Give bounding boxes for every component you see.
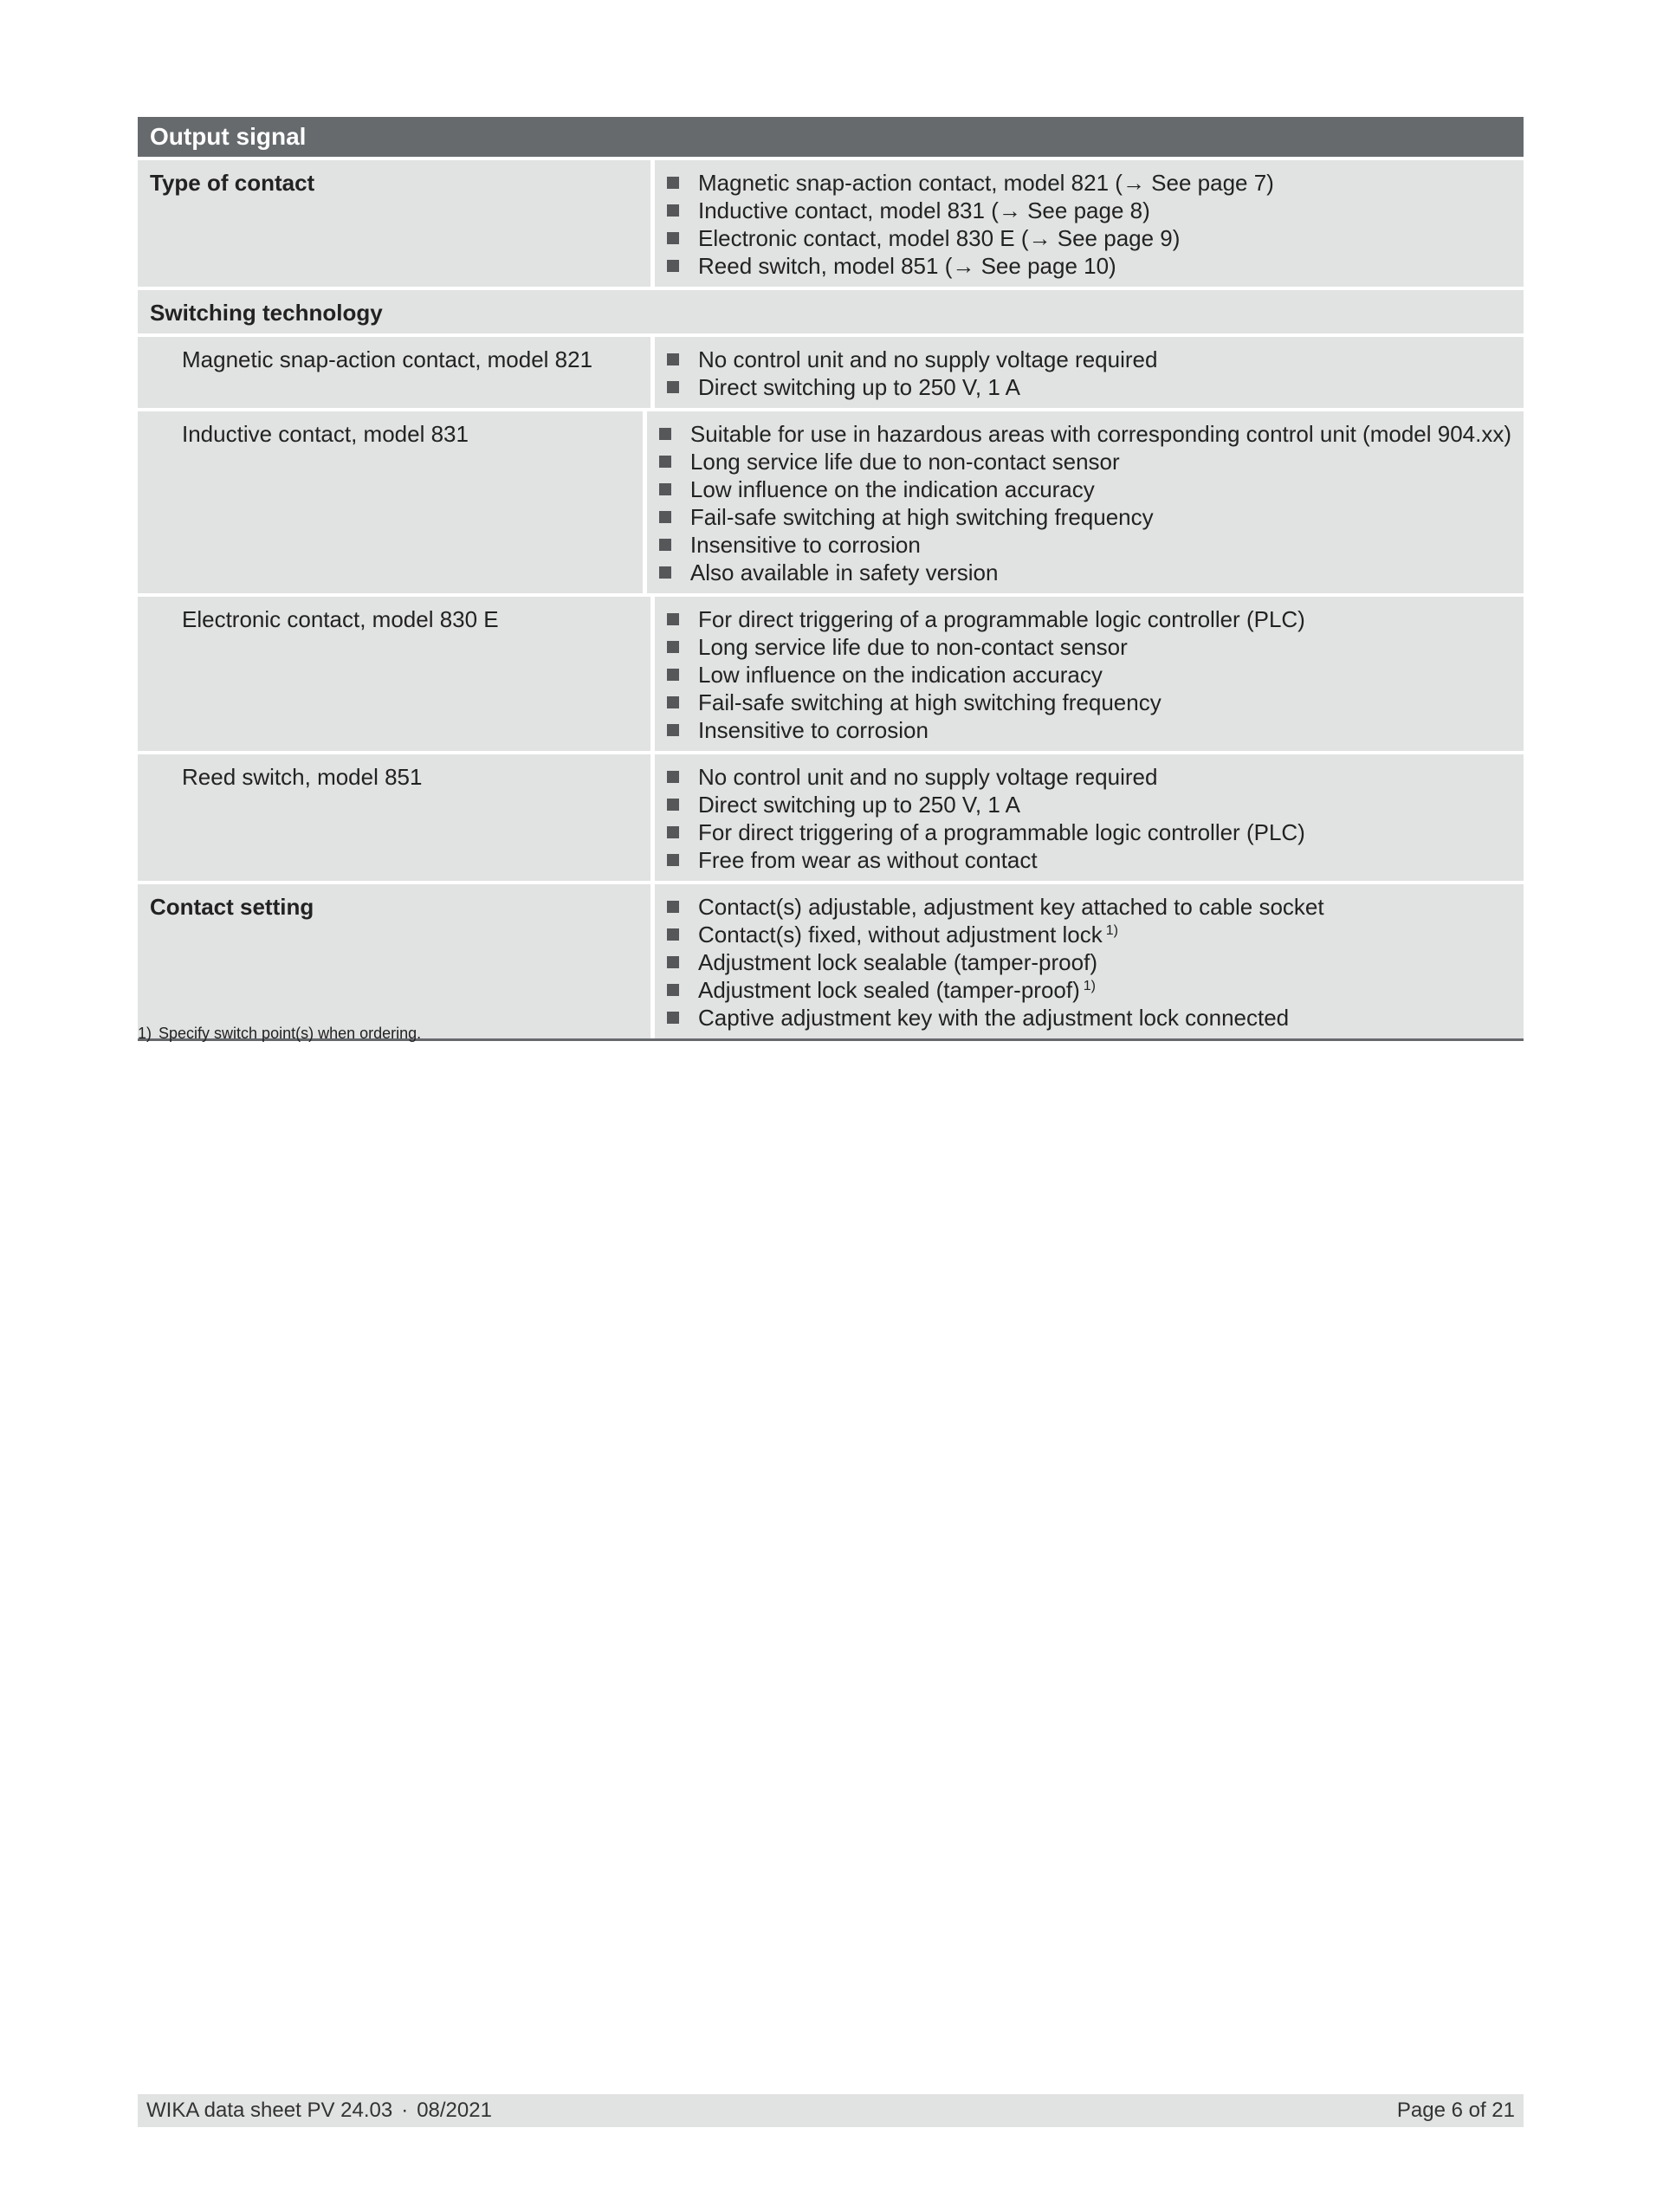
row-label-contact-setting: Contact setting (138, 884, 650, 1038)
square-bullet-icon (667, 353, 679, 365)
row-label-type-of-contact: Type of contact (138, 160, 650, 287)
bullet-list (659, 420, 1511, 586)
square-bullet-icon (667, 928, 679, 941)
square-bullet-icon (667, 901, 679, 913)
row-value (655, 160, 1524, 287)
list-item: Direct switching up to 250 V, 1 A (667, 791, 1511, 818)
table-row (138, 754, 1524, 881)
list-item: Also available in safety version (659, 559, 1511, 586)
list-item: Long service life due to non-contact sensor (667, 633, 1511, 661)
list-item: Captive adjustment key with the adjustment lock connected (667, 1004, 1511, 1032)
table-row (138, 411, 1524, 593)
bullet-list (667, 346, 1511, 401)
square-bullet-icon (667, 724, 679, 736)
square-bullet-icon (667, 177, 679, 189)
list-item: Low influence on the indication accuracy (659, 475, 1511, 503)
square-bullet-icon (667, 799, 679, 811)
square-bullet-icon (659, 511, 671, 523)
footnote-number: 1) (138, 1025, 152, 1042)
square-bullet-icon (667, 381, 679, 393)
list-item: For direct triggering of a programmable logic controller (PLC) (667, 818, 1511, 846)
square-bullet-icon (667, 696, 679, 708)
square-bullet-icon (667, 204, 679, 217)
list-item: Insensitive to corrosion (659, 531, 1511, 559)
bullet-list (667, 893, 1511, 1032)
section-heading-switching-technology: Switching technology (138, 290, 1524, 333)
footer-date: 08/2021 (417, 2099, 492, 2122)
square-bullet-icon (667, 956, 679, 968)
output-signal-table (138, 117, 1524, 1041)
row-label-magnetic-snap-action: Magnetic snap-action contact, model 821 (138, 337, 650, 408)
footnote (138, 1025, 421, 1043)
list-item: Direct switching up to 250 V, 1 A (667, 373, 1511, 401)
table-row (138, 337, 1524, 408)
square-bullet-icon (659, 456, 671, 468)
table-row (138, 884, 1524, 1038)
square-bullet-icon (667, 232, 679, 244)
square-bullet-icon (667, 984, 679, 996)
square-bullet-icon (667, 826, 679, 838)
footer-doc-title: WIKA data sheet PV 24.03 (146, 2099, 393, 2122)
bullet-list (667, 605, 1511, 744)
page-footer (138, 2094, 1524, 2127)
row-label-reed-switch: Reed switch, model 851 (138, 754, 650, 881)
list-item: Free from wear as without contact (667, 846, 1511, 874)
row-label-inductive-contact: Inductive contact, model 831 (138, 411, 643, 593)
square-bullet-icon (659, 428, 671, 440)
footnote-text: Specify switch point(s) when ordering. (159, 1025, 422, 1042)
square-bullet-icon (667, 1012, 679, 1024)
footer-doc-info (146, 2099, 492, 2123)
table-header: Output signal (138, 117, 1524, 157)
row-label-electronic-contact: Electronic contact, model 830 E (138, 597, 650, 751)
table-row (138, 597, 1524, 751)
list-item: For direct triggering of a programmable logic controller (PLC) (667, 605, 1511, 633)
list-item: Inductive contact, model 831 (→ See page 8) (667, 197, 1511, 224)
list-item: Low influence on the indication accuracy (667, 661, 1511, 689)
bullet-list (667, 763, 1511, 874)
list-item: Long service life due to non-contact sensor (659, 448, 1511, 475)
square-bullet-icon (659, 566, 671, 579)
list-item: Contact(s) adjustable, adjustment key attached to cable socket (667, 893, 1511, 921)
list-item: Adjustment lock sealed (tamper-proof) $^{1)}$ (667, 976, 1511, 1004)
table-row (138, 160, 1524, 287)
square-bullet-icon (659, 539, 671, 551)
list-item: Contact(s) fixed, without adjustment lock $^{1)}$ (667, 921, 1511, 948)
list-item: Adjustment lock sealable (tamper-proof) (667, 948, 1511, 976)
square-bullet-icon (667, 613, 679, 625)
list-item: Reed switch, model 851 (→ See page 10) (667, 252, 1511, 280)
footnote-ref: 1) (1083, 979, 1096, 993)
list-item: Magnetic snap-action contact, model 821 (→ See page 7) (667, 169, 1511, 197)
row-value (647, 411, 1524, 593)
row-value (655, 337, 1524, 408)
row-value (655, 884, 1524, 1038)
square-bullet-icon (667, 771, 679, 783)
footer-separator: · (401, 2099, 409, 2122)
list-item: No control unit and no supply voltage required (667, 346, 1511, 373)
list-item: Fail-safe switching at high switching frequency (659, 503, 1511, 531)
list-item: Suitable for use in hazardous areas with corresponding control unit (model 904.xx) (659, 420, 1511, 448)
row-value (655, 754, 1524, 881)
square-bullet-icon (667, 669, 679, 681)
list-item: Insensitive to corrosion (667, 716, 1511, 744)
bullet-list (667, 169, 1511, 280)
square-bullet-icon (667, 854, 679, 866)
footnote-ref: 1) (1105, 923, 1118, 938)
footer-page-number: Page 6 of 21 (1396, 2099, 1515, 2122)
square-bullet-icon (659, 483, 671, 495)
list-item: Fail-safe switching at high switching frequency (667, 689, 1511, 716)
square-bullet-icon (667, 641, 679, 653)
list-item: No control unit and no supply voltage required (667, 763, 1511, 791)
list-item: Electronic contact, model 830 E (→ See page 9) (667, 224, 1511, 252)
row-value (655, 597, 1524, 751)
square-bullet-icon (667, 260, 679, 272)
